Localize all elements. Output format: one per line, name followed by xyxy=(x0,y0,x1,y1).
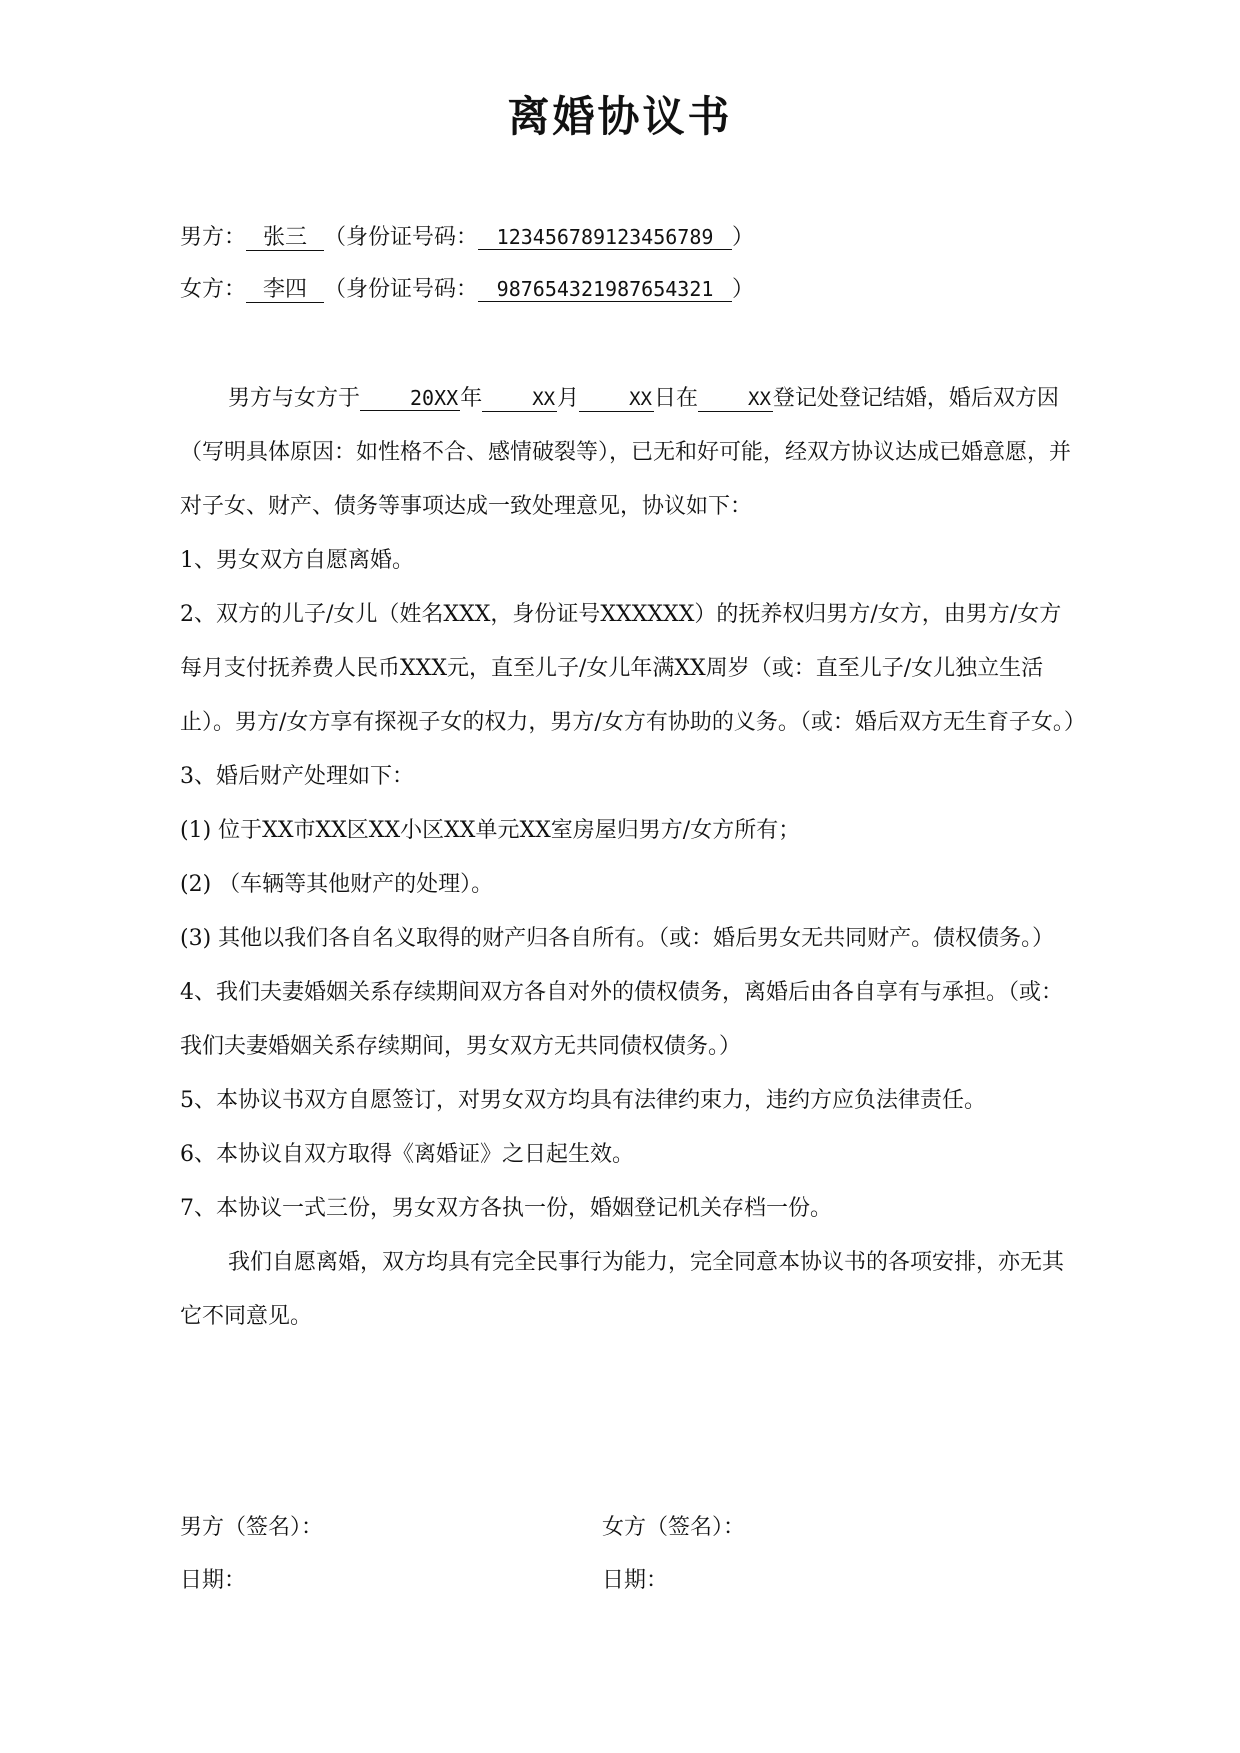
clause-1: 1、男女双方自愿离婚。 xyxy=(180,548,414,573)
party-male-line xyxy=(180,220,754,251)
party-female-prefix: 女方： xyxy=(180,277,247,302)
party-female-id-open: （身份证号码： xyxy=(324,277,479,302)
marriage-month: XX xyxy=(482,389,557,412)
female-signature-label: 女方（签名）： xyxy=(602,1515,746,1540)
intro-text-2: 年 xyxy=(460,386,483,411)
closing-paragraph: 我们自愿离婚，双方均具有完全民事行为能力，完全同意本协议书的各项安排，亦无其它不同意见。 xyxy=(180,1250,1065,1329)
clause-3-item-3: (3) 其他以我们各自名义取得的财产归各自所有。（或：婚后男女无共同财产。债权债务。） xyxy=(180,926,1055,951)
party-male-id-close: ） xyxy=(732,225,755,250)
party-male-id-number: 123456789123456789 xyxy=(478,226,732,250)
clause-7: 7、本协议一式三份，男女双方各执一份，婚姻登记机关存档一份。 xyxy=(180,1196,832,1221)
clause-5: 5、本协议书双方自愿签订，对男女双方均具有法律约束力，违约方应负法律责任。 xyxy=(180,1088,986,1113)
clause-3: 3、婚后财产处理如下： xyxy=(180,764,414,789)
party-female-id-close: ） xyxy=(732,277,755,302)
clause-3-item-1: (1) 位于XX市XX区XX小区XX单元XX室房屋归男方/女方所有； xyxy=(180,818,801,843)
intro-text-4: 日在 xyxy=(654,386,699,411)
clause-3-item-2: (2) （车辆等其他财产的处理）。 xyxy=(180,872,494,897)
party-female-id-number: 987654321987654321 xyxy=(478,278,732,302)
party-male-name: 张三 xyxy=(246,225,324,251)
clause-6: 6、本协议自双方取得《离婚证》之日起生效。 xyxy=(180,1142,634,1167)
intro-text-3: 月 xyxy=(557,386,580,411)
party-female-name: 李四 xyxy=(246,277,324,303)
marriage-day: XX xyxy=(579,389,654,412)
male-date-label: 日期： xyxy=(180,1568,247,1593)
party-female-line xyxy=(180,272,754,303)
intro-text-1: 男方与女方于 xyxy=(228,386,361,411)
registration-place: XX xyxy=(698,389,773,412)
clause-4: 4、我们夫妻婚姻关系存续期间双方各自对外的债权债务，离婚后由各自享有与承担。（或：我们夫妻婚姻关系存续期间，男女双方无共同债权债务。） xyxy=(180,980,1064,1059)
intro-paragraph xyxy=(180,372,1080,534)
intro-text-5: 登记处登记结婚，婚后双方因（写明具体原因：如性格不合、感情破裂等），已无和好可能，经双方协议达成已婚意愿，并对子女、财产、债务等事项达成一致处理意见，协议如下： xyxy=(180,386,1072,519)
female-date-label: 日期： xyxy=(602,1568,669,1593)
document-title: 离婚协议书 xyxy=(507,92,733,141)
party-male-prefix: 男方： xyxy=(180,225,247,250)
marriage-year: 20XX xyxy=(360,387,460,411)
male-signature-label: 男方（签名）： xyxy=(180,1515,324,1540)
clause-2: 2、双方的儿子/女儿（姓名XXX，身份证号XXXXXX）的抚养权归男方/女方，由男方/女方每月支付抚养费人民币XXX元，直至儿子/女儿年满XX周岁（或：直至儿子/女儿独立生活止）。男方/女方享有探视子女的权力，男方/女方有协助的义务。（或：婚后双方无生育子女。） xyxy=(180,602,1086,735)
agreement-body xyxy=(180,372,1086,1344)
party-male-id-open: （身份证号码： xyxy=(324,225,479,250)
